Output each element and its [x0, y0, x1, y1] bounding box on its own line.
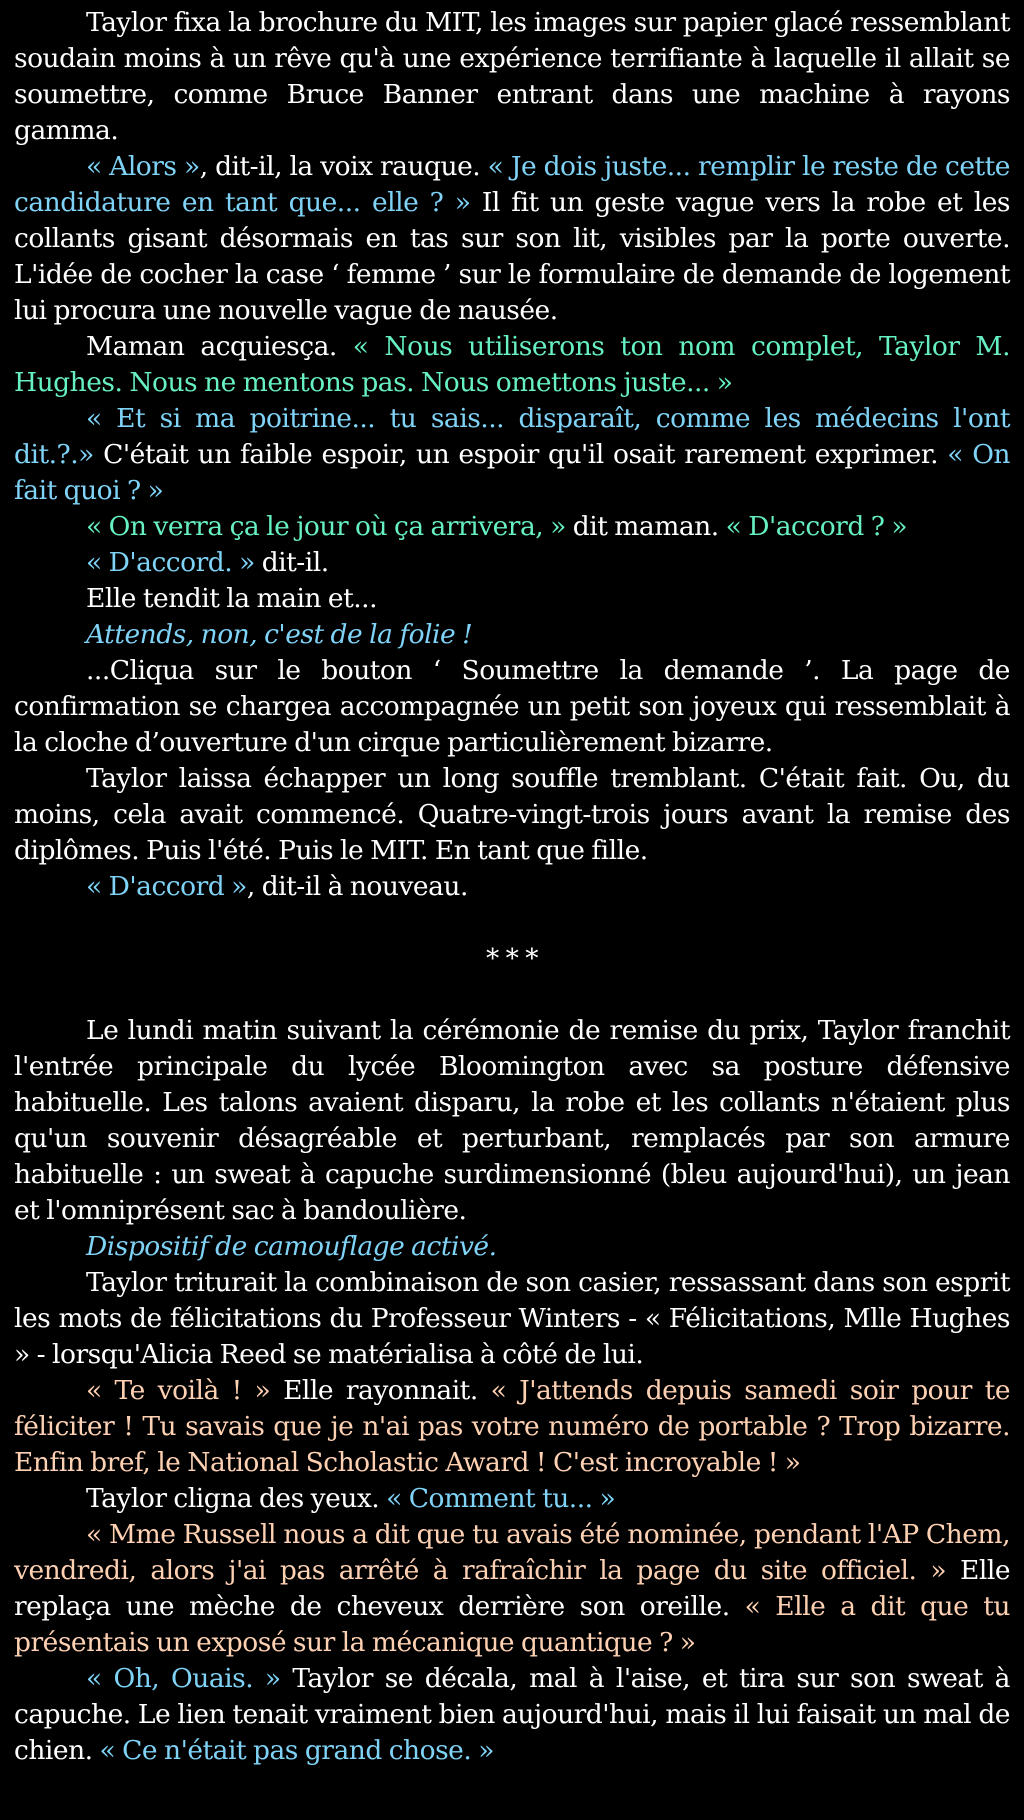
narration-text: Maman acquiesça.	[86, 331, 353, 362]
story-paragraph	[14, 1481, 1010, 1517]
story-paragraph	[14, 1229, 1010, 1265]
inner-thought: Attends, non, c'est de la folie !	[86, 619, 473, 650]
story-paragraph	[14, 1373, 1010, 1481]
taylor-dialogue: « Et si ma poitrine... tu sais... disparaît, comme les médecins l'ont dit.?.»	[14, 403, 1010, 470]
narration-text: , dit-il, la voix rauque.	[199, 151, 488, 182]
alicia-dialogue: « J'attends depuis samedi soir pour te féliciter ! Tu savais que je n'ai pas votre numéro de portable ? Trop bizarre. Enfin bref, le National Scholastic Award ! C'est incroyable ! »	[14, 1375, 1011, 1478]
taylor-dialogue: « Alors »	[86, 151, 200, 182]
narration-text: * * *	[485, 943, 539, 974]
story-paragraph	[14, 1013, 1010, 1229]
taylor-dialogue: « D'accord. »	[86, 547, 255, 578]
narration-text: Elle replaça une mèche de cheveux derrière son oreille.	[14, 1555, 1011, 1622]
story-paragraph	[14, 509, 1010, 545]
story-paragraph	[14, 149, 1010, 329]
mom-dialogue: « Nous utiliserons ton nom complet, Taylor M. Hughes. Nous ne mentons pas. Nous omettons juste... »	[14, 331, 1010, 398]
narration-text: dit maman.	[565, 511, 726, 542]
story-paragraph	[14, 401, 1010, 509]
taylor-dialogue: « D'accord »	[86, 871, 247, 902]
narration-text: ...Cliqua sur le bouton ‘ Soumettre la demande ’. La page de confirmation se chargea accompagnée un petit son joyeux qui ressemblait à la cloche d’ouverture d'un cirque particulièrement bizarre.	[14, 655, 1010, 758]
taylor-dialogue: « On fait quoi ? »	[14, 439, 1010, 506]
story-paragraph	[14, 761, 1010, 869]
narration-text: Taylor laissa échapper un long souffle tremblant. C'était fait. Ou, du moins, cela avait commencé. Quatre-vingt-trois jours avant la remise des diplômes. Puis l'été. Puis le MIT. En tant que fille.	[14, 763, 1010, 866]
alicia-dialogue: « Elle a dit que tu présentais un exposé sur la mécanique quantique ? »	[14, 1591, 1010, 1658]
story-paragraph	[14, 1661, 1010, 1769]
taylor-dialogue: « Je dois juste... remplir le reste de cette candidature en tant que... elle ? »	[14, 151, 1010, 218]
narration-text: Elle tendit la main et...	[86, 583, 378, 614]
story-paragraph	[14, 617, 1010, 653]
story-paragraph	[14, 329, 1010, 401]
story-paragraph	[14, 869, 1010, 905]
scene-separator	[14, 941, 1010, 977]
narration-text: Taylor triturait la combinaison de son casier, ressassant dans son esprit les mots de félicitations du Professeur Winters - « Félicitations, Mlle Hughes » - lorsqu'Alicia Reed se matérialisa à côté de lui.	[14, 1267, 1010, 1370]
story-paragraph	[14, 581, 1010, 617]
narration-text: dit-il.	[254, 547, 329, 578]
taylor-dialogue: « Comment tu... »	[386, 1483, 616, 1514]
inner-thought: Dispositif de camouflage activé.	[86, 1231, 497, 1262]
story-paragraph	[14, 1265, 1010, 1373]
mom-dialogue: « On verra ça le jour où ça arrivera, »	[86, 511, 566, 542]
narration-text: Le lundi matin suivant la cérémonie de remise du prix, Taylor franchit l'entrée principale du lycée Bloomington avec sa posture défensive habituelle. Les talons avaient disparu, la robe et les collants n'étaient plus qu'un souvenir désagréable et perturbant, remplacés par son armure habituelle : un sweat à capuche surdimensionné (bleu aujourd'hui), un jean et l'omniprésent sac à bandoulière.	[14, 1015, 1010, 1226]
alicia-dialogue: « Te voilà ! »	[86, 1375, 271, 1406]
narration-text: C'était un faible espoir, un espoir qu'il osait rarement exprimer.	[93, 439, 948, 470]
story-paragraph	[14, 1517, 1010, 1661]
taylor-dialogue: « Oh, Ouais. »	[86, 1663, 281, 1694]
story-paragraph	[14, 653, 1010, 761]
story-paragraph	[14, 5, 1010, 149]
mom-dialogue: « D'accord ? »	[725, 511, 908, 542]
narration-text: Taylor se décala, mal à l'aise, et tira sur son sweat à capuche. Le lien tenait vraiment bien aujourd'hui, mais il lui faisait un mal de chien.	[14, 1663, 1010, 1766]
alicia-dialogue: « Mme Russell nous a dit que tu avais été nominée, pendant l'AP Chem, vendredi, alors j'ai pas arrêté à rafraîchir la page du site officiel. »	[14, 1519, 1010, 1586]
story-paragraph	[14, 545, 1010, 581]
narration-text: Taylor cligna des yeux.	[86, 1483, 387, 1514]
narration-text: , dit-il à nouveau.	[246, 871, 468, 902]
taylor-dialogue: « Ce n'était pas grand chose. »	[99, 1735, 494, 1766]
narration-text: Elle rayonnait.	[270, 1375, 491, 1406]
narration-text: Taylor fixa la brochure du MIT, les images sur papier glacé ressemblant soudain moins à un rêve qu'à une expérience terrifiante à laquelle il allait se soumettre, comme Bruce Banner entrant dans une machine à rayons gamma.	[14, 7, 1010, 146]
narration-text: Il fit un geste vague vers la robe et les collants gisant désormais en tas sur son lit, visibles par la porte ouverte. L'idée de cocher la case ‘ femme ’ sur le formulaire de demande de logement lui procura une nouvelle vague de nausée.	[14, 187, 1011, 326]
